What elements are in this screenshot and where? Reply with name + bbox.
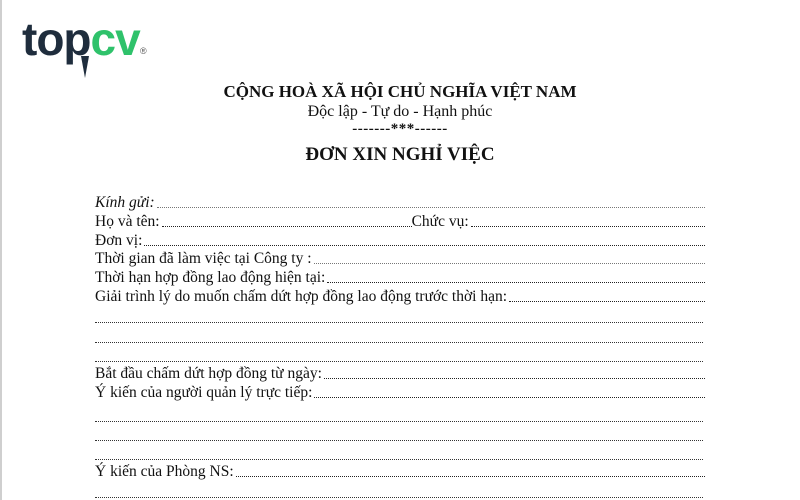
field-label: Họ và tên:	[95, 213, 160, 230]
motto: Độc lập - Tự do - Hạnh phúc	[307, 103, 493, 120]
logo-text-cv: cv	[90, 13, 140, 65]
blank-line[interactable]	[95, 458, 703, 460]
fill-line[interactable]	[314, 394, 705, 398]
field-label: Thời hạn hợp đồng lao động hiện tại:	[95, 269, 326, 286]
tie-icon	[81, 56, 89, 78]
fill-line[interactable]	[314, 260, 705, 264]
logo-text-top: top	[22, 13, 91, 65]
fill-line-position[interactable]	[471, 223, 705, 227]
field-label: Đơn vị:	[95, 232, 143, 249]
fill-line[interactable]	[144, 242, 705, 246]
field-thoi-han	[95, 268, 705, 287]
fill-line[interactable]	[157, 204, 705, 208]
fill-line[interactable]	[509, 298, 705, 302]
field-kinh-gui	[95, 193, 705, 212]
blank-line[interactable]	[95, 439, 703, 441]
field-giai-trinh	[95, 287, 705, 306]
page-left-border	[0, 0, 2, 500]
topcv-logo	[22, 13, 147, 65]
blank-line[interactable]	[95, 321, 703, 323]
fill-line-name[interactable]	[162, 223, 412, 227]
separator: -------***------	[352, 121, 448, 137]
field-label: Ý kiến của người quản lý trực tiếp:	[95, 384, 313, 401]
fill-line[interactable]	[327, 279, 705, 283]
blank-line[interactable]	[95, 360, 703, 362]
fill-line[interactable]	[236, 473, 705, 477]
registered-mark: ®	[140, 46, 147, 56]
field-label: Giải trình lý do muốn chấm dứt hợp đồng lao động trước thời hạn:	[95, 288, 508, 305]
blank-line[interactable]	[95, 341, 703, 343]
field-thoi-gian	[95, 249, 705, 268]
field-y-kien-ns	[95, 462, 705, 481]
country-heading: CỘNG HOÀ XÃ HỘI CHỦ NGHĨA VIỆT NAM	[223, 82, 577, 101]
field-label: Thời gian đã làm việc tại Công ty :	[95, 250, 312, 267]
field-ho-ten-chuc-vu	[95, 212, 705, 231]
field-y-kien-quan-ly	[95, 383, 705, 402]
fill-line[interactable]	[324, 375, 705, 379]
field-label: Bắt đầu chấm dứt hợp đồng từ ngày:	[95, 365, 322, 382]
blank-line[interactable]	[95, 496, 703, 498]
field-don-vi	[95, 231, 705, 250]
blank-line[interactable]	[95, 420, 703, 422]
field-bat-dau	[95, 364, 705, 383]
document-title: ĐƠN XIN NGHỈ VIỆC	[305, 144, 495, 165]
field-label: Kính gửi:	[95, 194, 155, 211]
field-label-position: Chức vụ:	[411, 213, 469, 230]
field-label: Ý kiến của Phòng NS:	[95, 463, 234, 480]
